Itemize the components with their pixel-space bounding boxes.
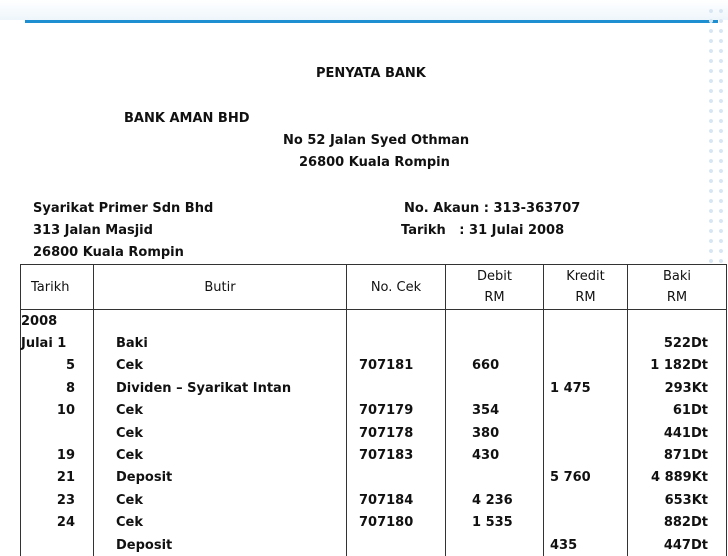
cell-butir: Deposit (94, 534, 347, 556)
cell-no-cek: 707183 (347, 444, 446, 466)
bank-address-line1: No 52 Jalan Syed Othman (283, 133, 469, 148)
cell-no-cek: 707178 (347, 422, 446, 444)
header-kredit-label: Kredit (544, 269, 627, 284)
cell-tarikh: 19 (21, 444, 94, 466)
cell-no-cek (347, 310, 446, 333)
cell-no-cek (347, 332, 446, 354)
cell-baki: 871Dt (628, 444, 727, 466)
table-row (21, 512, 727, 534)
cell-debit: 354 (446, 400, 544, 422)
table-row (21, 355, 727, 377)
cell-butir (94, 310, 347, 333)
header-kredit-unit: RM (544, 290, 627, 305)
table-row (21, 489, 727, 511)
customer-address-line2: 26800 Kuala Rompin (33, 245, 184, 260)
cell-baki: 653Kt (628, 489, 727, 511)
header-baki-label: Baki (628, 269, 726, 284)
table-row (21, 332, 727, 354)
cell-baki: 882Dt (628, 512, 727, 534)
header-debit-label: Debit (446, 269, 543, 284)
bank-name: BANK AMAN BHD (124, 111, 250, 126)
cell-tarikh: 21 (21, 467, 94, 489)
cell-butir: Cek (94, 512, 347, 534)
header-debit (446, 265, 544, 310)
table-row (21, 400, 727, 422)
cell-tarikh: 2008 (21, 310, 94, 333)
cell-debit: 1 535 (446, 512, 544, 534)
cell-kredit (544, 512, 628, 534)
cell-tarikh (21, 534, 94, 556)
cell-tarikh: 10 (21, 400, 94, 422)
customer-address-line1: 313 Jalan Masjid (33, 223, 153, 238)
cell-baki: 522Dt (628, 332, 727, 354)
cell-debit: 380 (446, 422, 544, 444)
cell-no-cek: 707180 (347, 512, 446, 534)
cell-kredit: 435 (544, 534, 628, 556)
cell-kredit (544, 400, 628, 422)
cell-debit (446, 534, 544, 556)
statement-date: Tarikh : 31 Julai 2008 (401, 223, 564, 238)
cell-kredit (544, 332, 628, 354)
table-row (21, 467, 727, 489)
cell-no-cek: 707184 (347, 489, 446, 511)
header-kredit (544, 265, 628, 310)
cell-debit: 660 (446, 355, 544, 377)
cell-kredit: 1 475 (544, 377, 628, 399)
cell-butir: Cek (94, 444, 347, 466)
cell-butir: Cek (94, 355, 347, 377)
header-butir: Butir (94, 265, 347, 310)
customer-name: Syarikat Primer Sdn Bhd (33, 201, 213, 216)
cell-butir: Cek (94, 400, 347, 422)
header-baki-unit: RM (628, 290, 726, 305)
cell-butir: Baki (94, 332, 347, 354)
cell-baki (628, 310, 727, 333)
cell-baki: 441Dt (628, 422, 727, 444)
cell-no-cek: 707179 (347, 400, 446, 422)
table-row (21, 422, 727, 444)
cell-baki: 1 182Dt (628, 355, 727, 377)
document-title: PENYATA BANK (316, 66, 426, 81)
table-row (21, 534, 727, 556)
cell-tarikh (21, 422, 94, 444)
cell-kredit (544, 355, 628, 377)
cell-no-cek (347, 534, 446, 556)
table-body (21, 310, 727, 556)
table-row (21, 377, 727, 399)
cell-debit (446, 467, 544, 489)
cell-tarikh: 24 (21, 512, 94, 534)
cell-tarikh: 23 (21, 489, 94, 511)
cell-butir: Dividen – Syarikat Intan (94, 377, 347, 399)
cell-no-cek (347, 467, 446, 489)
header-debit-unit: RM (446, 290, 543, 305)
cell-debit: 4 236 (446, 489, 544, 511)
header-tarikh: Tarikh (21, 265, 94, 310)
slide-top-rule (25, 20, 718, 23)
statement-table (20, 264, 727, 556)
cell-kredit (544, 444, 628, 466)
account-number: No. Akaun : 313-363707 (404, 201, 580, 216)
table-header-row (21, 265, 727, 310)
cell-tarikh: 8 (21, 377, 94, 399)
cell-baki: 61Dt (628, 400, 727, 422)
cell-butir: Deposit (94, 467, 347, 489)
cell-debit: 430 (446, 444, 544, 466)
decorative-dot-pattern (706, 6, 726, 266)
cell-kredit (544, 310, 628, 333)
cell-baki: 447Dt (628, 534, 727, 556)
cell-kredit (544, 489, 628, 511)
cell-no-cek (347, 377, 446, 399)
table-row (21, 444, 727, 466)
cell-no-cek: 707181 (347, 355, 446, 377)
header-no-cek: No. Cek (347, 265, 446, 310)
cell-kredit: 5 760 (544, 467, 628, 489)
bank-address-line2: 26800 Kuala Rompin (299, 155, 450, 170)
cell-debit (446, 310, 544, 333)
header-baki (628, 265, 727, 310)
table-row (21, 310, 727, 333)
cell-baki: 293Kt (628, 377, 727, 399)
cell-tarikh: 5 (21, 355, 94, 377)
cell-butir: Cek (94, 489, 347, 511)
cell-butir: Cek (94, 422, 347, 444)
cell-baki: 4 889Kt (628, 467, 727, 489)
cell-debit (446, 377, 544, 399)
cell-kredit (544, 422, 628, 444)
slide-top-band (0, 0, 728, 20)
cell-tarikh: Julai 1 (21, 332, 94, 354)
cell-debit (446, 332, 544, 354)
